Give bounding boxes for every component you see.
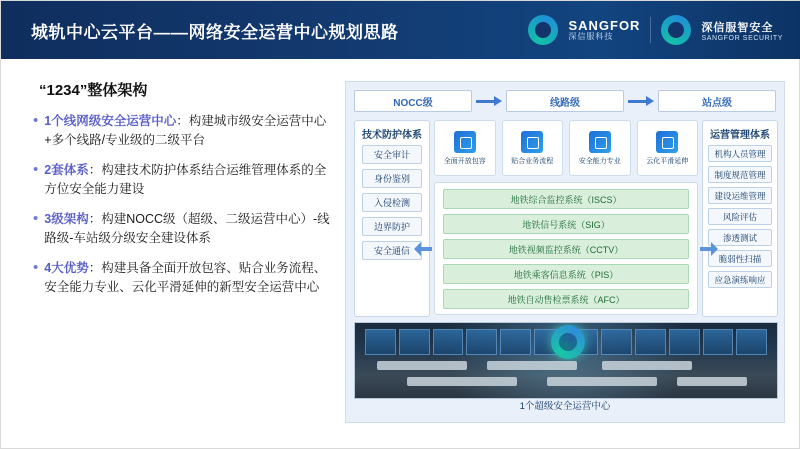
tech-item: 身份鉴别 (362, 169, 422, 188)
security-capability-icon (589, 131, 611, 153)
system-item: 地铁综合监控系统（ISCS） (443, 189, 689, 209)
system-item: 地铁视频监控系统（CCTV） (443, 239, 689, 259)
bullet-text (44, 210, 333, 248)
logo-divider (650, 17, 651, 43)
list-item (33, 259, 333, 297)
list-item (33, 112, 333, 150)
tech-protection-title: 技术防护体系 (362, 130, 422, 141)
advantage-caption: 贴合业务流程 (511, 157, 554, 165)
system-item: 地铁信号系统（SIG） (443, 214, 689, 234)
tech-item: 安全通信 (362, 241, 422, 260)
ops-item: 建设运维管理 (708, 187, 772, 204)
section-title: “1234”整体架构 (39, 82, 148, 99)
architecture-diagram (345, 81, 785, 423)
advantage-cards (434, 120, 698, 176)
bullet-dot-icon: • (33, 112, 39, 129)
globe-icon (551, 325, 585, 359)
advantage-caption: 全面开放包容 (443, 157, 486, 165)
list-item (33, 210, 333, 248)
sangfor-logo-text (568, 19, 640, 41)
tech-item: 安全审计 (362, 145, 422, 164)
list-item (33, 161, 333, 199)
ops-item: 脆弱性扫描 (708, 250, 772, 267)
logo2-en: SANGFOR SECURITY (701, 34, 783, 42)
bullet-rest: ：构建具备全面开放包容、贴合业务流程、安全能力专业、云化平滑延伸的新型安全运营中心 (44, 261, 327, 294)
photo-caption: 1个超级安全运营中心 (519, 401, 611, 412)
bullet-dot-icon: • (33, 259, 39, 276)
operations-management-column (702, 120, 778, 317)
tech-item: 边界防护 (362, 217, 422, 236)
cloud-extension-icon (656, 131, 678, 153)
logo-cn: 深信服科技 (568, 31, 614, 41)
level-nocc: NOCC级 (354, 90, 472, 112)
left-content (33, 79, 333, 308)
bullet-text (44, 112, 333, 150)
bullet-rest: ：构建技术防护体系结合运维管理体系的全方位安全能力建设 (44, 163, 327, 196)
tech-protection-column (354, 120, 430, 317)
system-item: 地铁乘客信息系统（PIS） (443, 264, 689, 284)
operator-desks (377, 361, 755, 391)
open-inclusive-icon (454, 131, 476, 153)
logo-en: SANGFOR (568, 17, 641, 33)
arrow-left-icon (414, 242, 432, 256)
level-flow (354, 90, 776, 112)
arrow-right-icon (700, 242, 718, 256)
advantage-card (502, 120, 564, 176)
bullet-key: 2套体系 (44, 163, 89, 177)
page-title: 城轨中心云平台——网络安全运营中心规划思路 (31, 23, 399, 42)
bullet-rest: ：构建NOCC级（超级、二级运营中心）-线路级-车站级分级安全建设体系 (44, 212, 330, 245)
bullet-key: 4大优势 (44, 261, 89, 275)
tech-item: 入侵检测 (362, 193, 422, 212)
operations-management-title: 运营管理体系 (710, 130, 770, 141)
sangfor-logo-icon (528, 15, 558, 45)
ops-item: 机构人员管理 (708, 145, 772, 162)
advantage-caption: 云化平滑延伸 (646, 157, 689, 165)
ops-item: 风险评估 (708, 208, 772, 225)
level-line: 线路级 (506, 90, 624, 112)
bullet-key: 1个线网级安全运营中心 (44, 114, 177, 128)
bullet-dot-icon: • (33, 210, 39, 227)
level-station: 站点级 (658, 90, 776, 112)
advantage-card (569, 120, 631, 176)
advantage-card (637, 120, 699, 176)
arrow-right-icon (628, 96, 654, 106)
system-item: 地铁自动售检票系统（AFC） (443, 289, 689, 309)
metro-systems-list (434, 182, 698, 315)
arrow-right-icon (476, 96, 502, 106)
bullet-text (44, 259, 333, 297)
bullet-rest: ：构建城市级安全运营中心+多个线路/专业级的二级平台 (44, 114, 327, 147)
advantage-card (434, 120, 496, 176)
slide-header (1, 1, 800, 59)
ops-item: 制度规范管理 (708, 166, 772, 183)
brand-logos (528, 10, 783, 50)
bullet-text (44, 161, 333, 199)
advantage-caption: 安全能力专业 (578, 157, 621, 165)
logo2-cn: 深信服智安全 (701, 21, 774, 34)
business-process-icon (521, 131, 543, 153)
ops-item: 渗透测试 (708, 229, 772, 246)
bullet-key: 3级架构 (44, 212, 89, 226)
sangfor-security-logo-icon (661, 15, 691, 45)
ops-item: 应急演练响应 (708, 271, 772, 288)
control-center-photo (354, 322, 778, 399)
bullet-dot-icon: • (33, 161, 39, 178)
sangfor-security-logo-text (701, 19, 783, 42)
